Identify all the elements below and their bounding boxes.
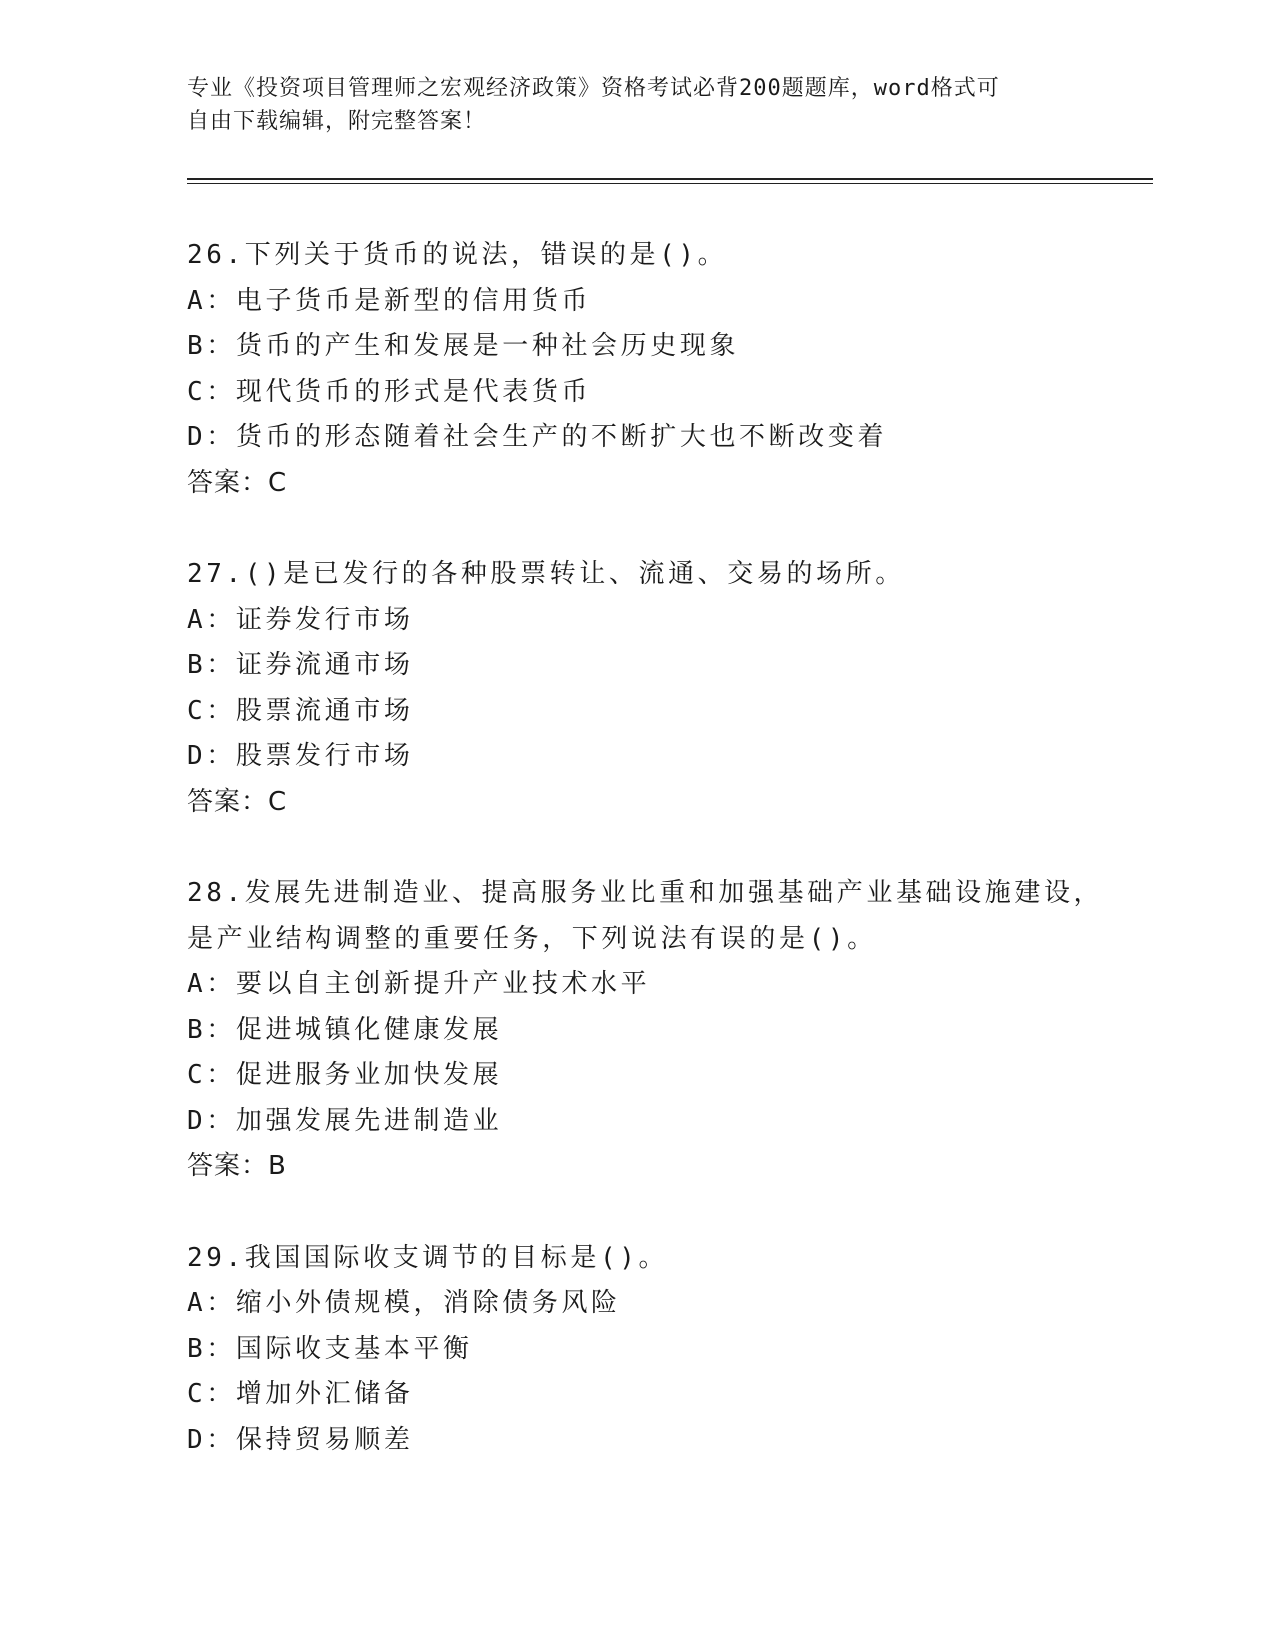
option-c: C：促进服务业加快发展 <box>187 1060 503 1090</box>
option-c: C：股票流通市场 <box>187 695 414 726</box>
option-a: A：电子货币是新型的信用货币 <box>187 285 592 316</box>
question-stem-line-1: 28.发展先进制造业、提高服务业比重和加强基础产业基础设施建设， <box>187 878 1104 908</box>
option-d: D：加强发展先进制造业 <box>187 1105 503 1136</box>
option-d: D：货币的形态随着社会生产的不断扩大也不断改变着 <box>187 422 888 452</box>
option-c: C：增加外汇储备 <box>187 1379 414 1409</box>
question-29 <box>187 1236 1153 1464</box>
option-b: B：促进城镇化健康发展 <box>187 1014 503 1045</box>
option-a: A：证券发行市场 <box>187 604 414 635</box>
question-stem: 29.我国国际收支调节的目标是()。 <box>187 1242 669 1273</box>
answer-line: 答案：B <box>187 1151 287 1181</box>
option-a: A：要以自主创新提升产业技术水平 <box>187 969 651 999</box>
question-stem: 26.下列关于货币的说法，错误的是()。 <box>187 240 728 270</box>
answer-line: 答案：C <box>187 467 288 498</box>
option-d: D：股票发行市场 <box>187 741 414 771</box>
question-27 <box>187 552 1153 825</box>
question-stem-line-2: 是产业结构调整的重要任务，下列说法有误的是()。 <box>187 923 877 954</box>
header-line-1: 专业《投资项目管理师之宏观经济政策》资格考试必背200题题库，word格式可 <box>187 76 1000 101</box>
option-c: C：现代货币的形式是代表货币 <box>187 376 592 407</box>
question-26 <box>187 233 1153 506</box>
header-line-2: 自由下载编辑，附完整答案！ <box>187 109 487 134</box>
document-header <box>187 72 1087 138</box>
option-b: B：国际收支基本平衡 <box>187 1333 473 1364</box>
option-b: B：证券流通市场 <box>187 650 414 680</box>
option-a: A：缩小外债规模，消除债务风险 <box>187 1288 621 1318</box>
answer-line: 答案：C <box>187 786 288 817</box>
option-d: D：保持贸易顺差 <box>187 1424 414 1455</box>
question-28 <box>187 871 1153 1190</box>
question-stem: 27.()是已发行的各种股票转让、流通、交易的场所。 <box>187 559 905 589</box>
question-list <box>187 233 1153 1509</box>
option-b: B：货币的产生和发展是一种社会历史现象 <box>187 331 740 361</box>
header-divider <box>187 178 1153 184</box>
